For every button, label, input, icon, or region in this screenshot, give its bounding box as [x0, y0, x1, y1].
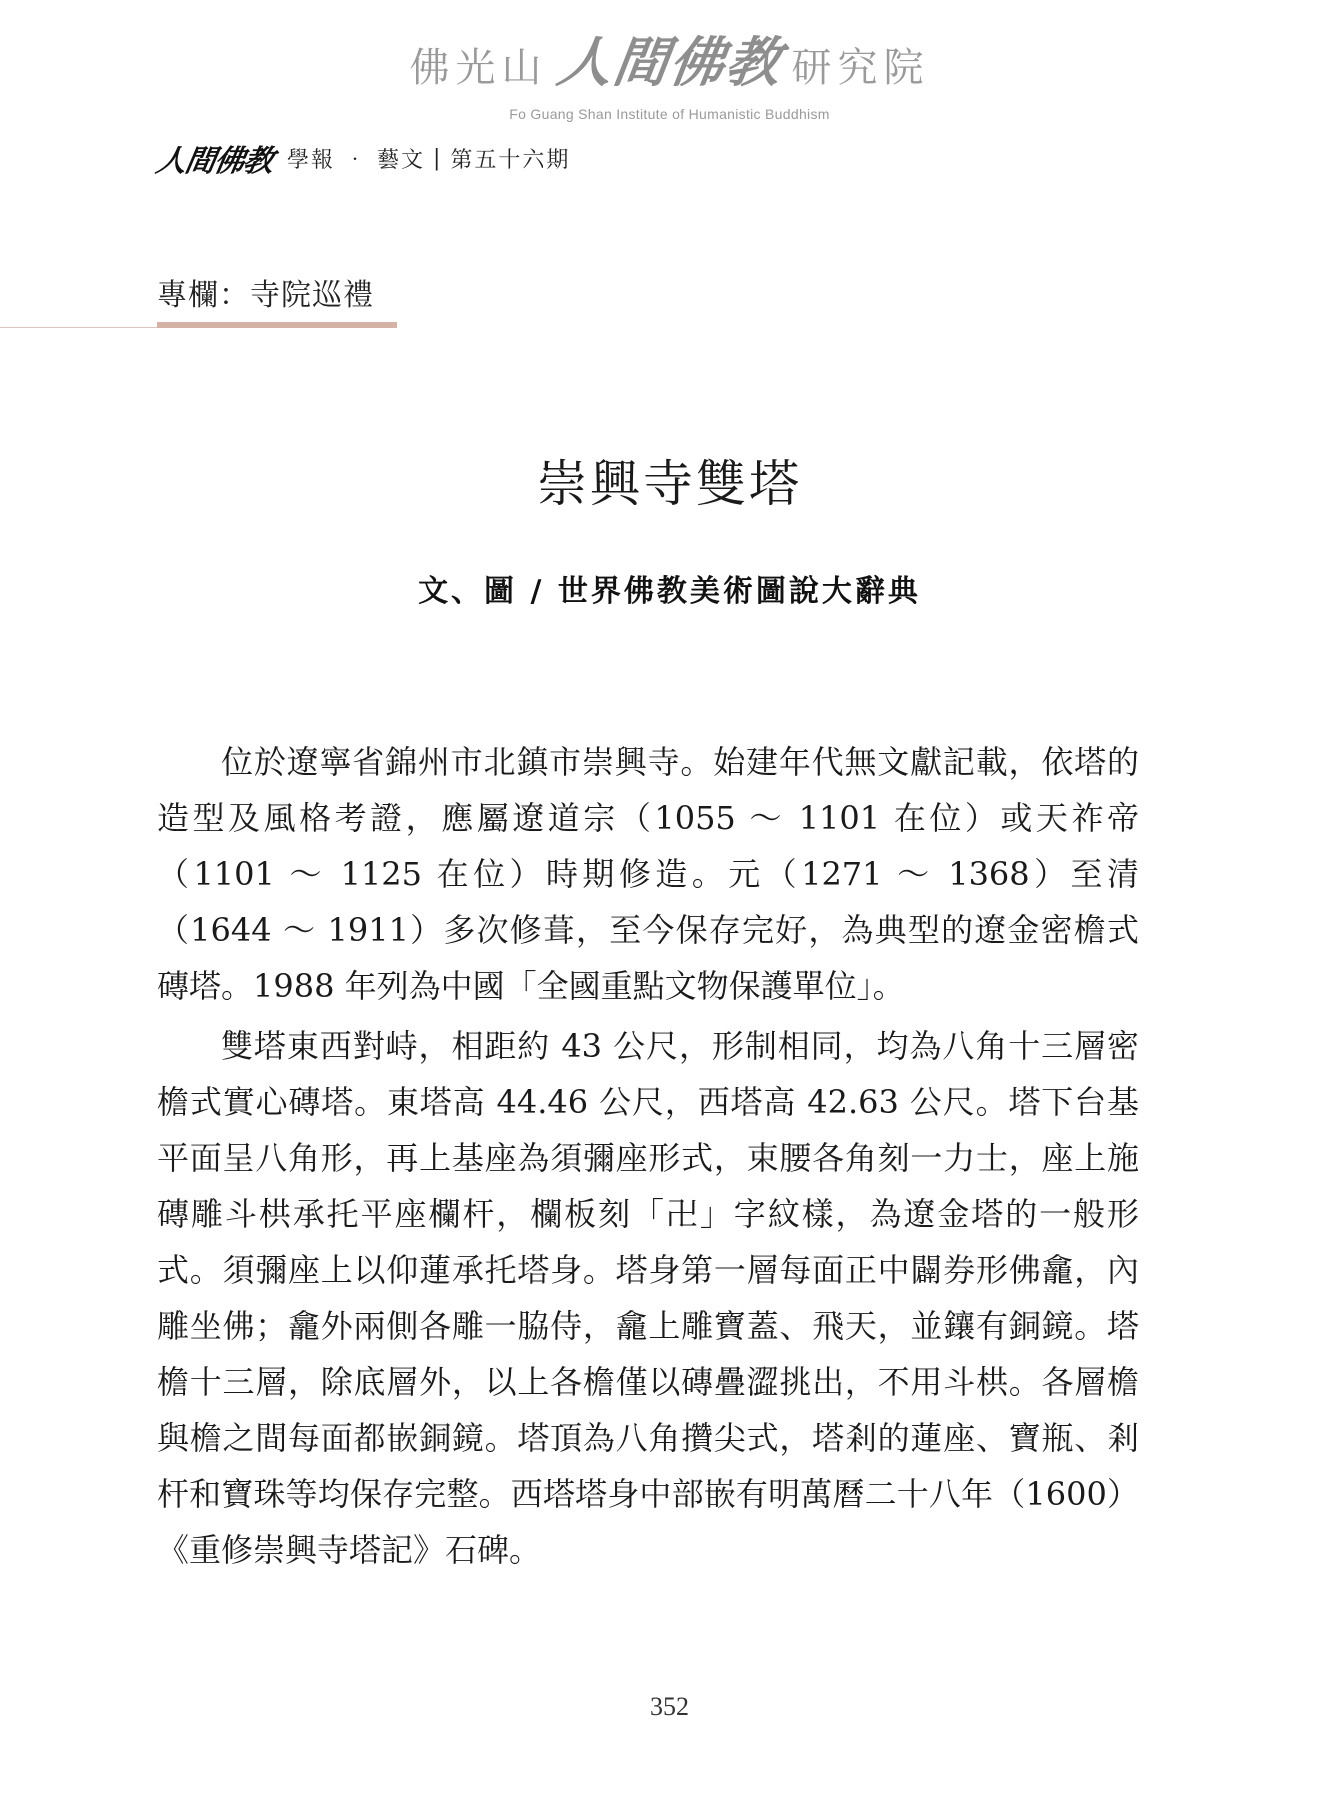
journal-section: 學報 ‧ 藝文	[287, 147, 425, 173]
institute-english-name: Fo Guang Shan Institute of Humanistic Buddhism	[509, 106, 830, 122]
institute-name	[0, 30, 1339, 94]
column-accent-bar	[157, 322, 397, 328]
article-byline: 文、圖 / 世界佛教美術圖說大辭典	[418, 574, 921, 609]
institute-name-right: 研究院	[791, 45, 930, 91]
article-body	[157, 734, 1139, 1578]
journal-issue: 第五十六期	[450, 147, 571, 173]
masthead	[0, 30, 1339, 122]
column-divider-line	[0, 327, 157, 328]
column-label: 專欄：寺院巡禮	[157, 278, 374, 313]
body-paragraph: 雙塔東西對峙，相距約 43 公尺，形制相同，均為八角十三層密檐式實心磚塔。東塔高 44.46 公尺，西塔高 42.63 公尺。塔下台基平面呈八角形，再上基座為須彌座形式，束腰各角刻一力士，座上施磚雕斗栱承托平座欄杆，欄板刻「卍」字紋樣，為遼金塔的一般形式。須彌座上以仰蓮承托塔身。塔身第一層每面正中闢券形佛龕，內雕坐佛；龕外兩側各雕一脇侍，龕上雕寶蓋、飛天，並鑲有銅鏡。塔檐十三層，除底層外，以上各檐僅以磚疊澀挑出，不用斗栱。各層檐與檐之間每面都嵌銅鏡。塔頂為八角攢尖式，塔剎的蓮座、寶瓶、剎杆和寶珠等均保存完整。西塔塔身中部嵌有明萬曆二十八年（1600）《重修崇興寺塔記》石碑。	[157, 1027, 1139, 1569]
journal-logo: 人間佛教	[153, 144, 276, 179]
article-title: 崇興寺雙塔	[537, 455, 802, 513]
institute-brand-logo: 人間佛教	[553, 30, 786, 94]
journal-separator: |	[433, 145, 443, 171]
page-number: 352	[650, 1692, 689, 1721]
body-paragraph: 位於遼寧省錦州市北鎮市崇興寺。始建年代無文獻記載，依塔的造型及風格考證，應屬遼道宗（1055 ～ 1101 在位）或天祚帝（1101 ～ 1125 在位）時期修造。元（1271 ～ 1368）至清（1644 ～ 1911）多次修葺，至今保存完好，為典型的遼金密檐式磚塔。1988 年列為中國「全國重點文物保護單位」。	[157, 743, 1139, 1005]
institute-name-left: 佛光山	[409, 45, 548, 91]
journal-header	[153, 140, 571, 179]
